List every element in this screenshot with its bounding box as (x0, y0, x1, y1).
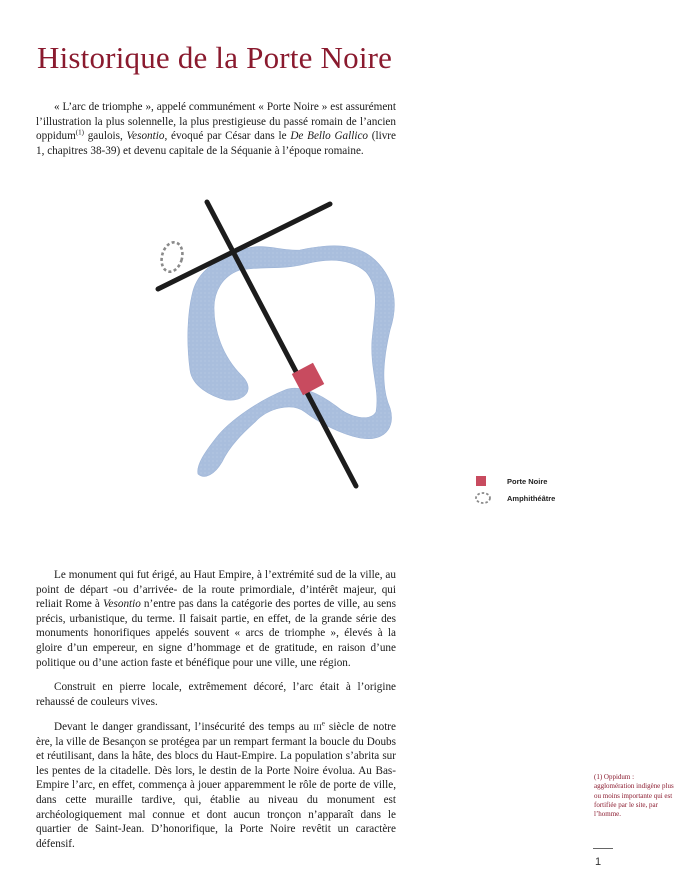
de-bello-gallico-italic: De Bello Gallico (290, 130, 369, 143)
legend-porte-noire-swatch (476, 476, 486, 486)
page-number: 1 (595, 856, 602, 868)
map-legend (476, 476, 555, 503)
intro-text-4: (livre 1, chapitres 38-39) et devenu capitale de la Séquanie à l’époque romaine. (36, 130, 396, 157)
page-number-rule (593, 848, 613, 849)
vesontio-italic: Vesontio (102, 598, 141, 611)
paragraph-rempart (36, 720, 396, 851)
p1-text-1: Le monument qui fut érigé, au Haut Empire, à l’extrémité sud de la ville, au point de départ -ou d’arrivée- de la route primordiale, d’intérêt majeur, qui reliait Rome à (36, 569, 396, 611)
page-title: Historique de la Porte Noire (37, 40, 393, 75)
amphitheatre-marker (158, 240, 185, 274)
footnote: (1) Oppidum : agglomération indigène plus ou moins importante qui est fortifiée par le site, par l’homme. (594, 773, 674, 819)
intro-text-3: , évoqué par César dans le (164, 130, 291, 143)
legend-amphitheatre-label: Amphithéâtre (507, 494, 556, 503)
footnote-ref: (1) (75, 128, 84, 137)
paragraph-monument (36, 568, 396, 670)
p2-text: Construit en pierre locale, extrêmement décoré, l’arc était à l’origine rehaussé de couleurs vives. (36, 681, 396, 708)
century-sup: e (321, 719, 325, 728)
p3-text-2: siècle de notre ère, la ville de Besançon se protégea par un rempart fermant la boucle du Doubs et réutilisant, dans la hâte, des blocs du Haut-Empire. La population s’abrita sur les pentes de la citadelle. Dès lors, le destin de la Porte Noire évolua. Au Bas-Empire l’arc, en effet, commença à jouer apparemment le rôle de porte de ville, dans cette muraille tardive, qui, établie au niveau du monument est archéologiquement mal connue et dont aucun tronçon n’apparaît dans le quartier de Saint-Jean. D’honorifique, la Porte Noire revêtit un caractère défensif. (36, 721, 396, 850)
legend-amphitheatre-swatch (476, 493, 490, 503)
paragraph-construction (36, 680, 396, 709)
intro-text-2: gaulois, (83, 130, 127, 143)
vesontio-italic: Vesontio (126, 130, 165, 143)
intro-text-1: « L’arc de triomphe », appelé communément « Porte Noire » est assurément l’illustration la plus solennelle, la plus prestigieuse du passé romain de l’ancien oppidum (36, 101, 396, 143)
intro-paragraph (36, 100, 396, 158)
besancon-map (0, 180, 679, 520)
legend-porte-noire-label: Porte Noire (507, 477, 548, 486)
century-roman: III (313, 722, 322, 732)
p3-text-1: Devant le danger grandissant, l’insécurité des temps au (54, 721, 314, 733)
p1-text-2: n’entre pas dans la catégorie des portes de ville, au sens précis, urbanistique, du terme. Il faisait partie, en effet, de la grande série des monuments honorifiques appelés souvent « arcs de triomphe », élevés à la gloire d’un empereur, en signe d’hommage et de gratitude, en raison d’une politique ou d’une action faste et bénéfique pour une ville, une région. (36, 598, 396, 669)
